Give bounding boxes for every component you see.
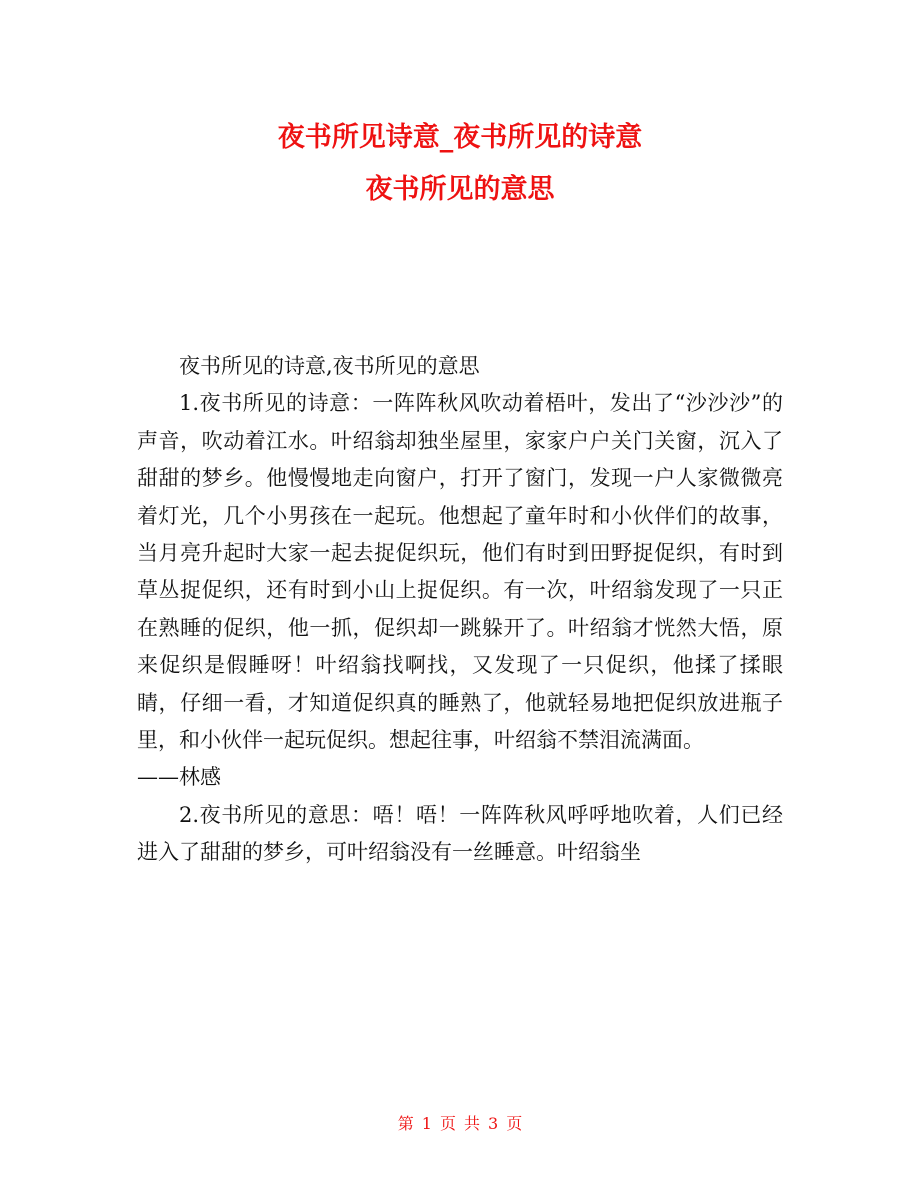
footer-total-pages: 3: [488, 1114, 499, 1133]
paragraph-author: ——林感: [137, 765, 221, 790]
paragraph-heading: 夜书所见的诗意,夜书所见的意思: [179, 354, 480, 378]
page-footer: [0, 1112, 920, 1136]
document-title-line-2: 夜书所见的意思: [365, 174, 555, 205]
footer-page-number: 1: [421, 1114, 432, 1133]
footer-total-prefix: 共: [464, 1114, 481, 1133]
paragraph-1: 1.夜书所见的诗意：一阵阵秋风吹动着梧叶，发出了“沙沙沙”的声音，吹动着江水。叶绍翁却独坐屋里，家家户户关门关窗，沉入了甜甜的梦乡。他慢慢地走向窗户，打开了窗门，发现一户人家微微亮着灯光，几个小男孩在一起玩。他想起了童年时和小伙伴们的故事，当月亮升起时大家一起去捉促织玩，他们有时到田野捉促织，有时到草丛捉促织，还有时到小山上捉促织。有一次，叶绍翁发现了一只正在熟睡的促织，他一抓，促织却一跳躲开了。叶绍翁才恍然大悟，原来促织是假睡呀！叶绍翁找啊找，又发现了一只促织，他揉了揉眼睛，仔细一看，才知道促织真的睡熟了，他就轻易地把促织放进瓶子里，和小伙伴一起玩促织。想起往事，叶绍翁不禁泪流满面。: [137, 391, 783, 753]
footer-page-prefix: 第: [397, 1114, 414, 1133]
document-title-line-1: 夜书所见诗意_夜书所见的诗意: [277, 122, 643, 153]
footer-page-mid: 页: [439, 1114, 456, 1133]
paragraph-2: 2.夜书所见的意思：唔！唔！一阵阵秋风呼呼地吹着，人们已经进入了甜甜的梦乡，可叶绍翁没有一丝睡意。叶绍翁坐: [137, 802, 783, 865]
document-body: [137, 348, 783, 872]
footer-total-suffix: 页: [506, 1114, 523, 1133]
